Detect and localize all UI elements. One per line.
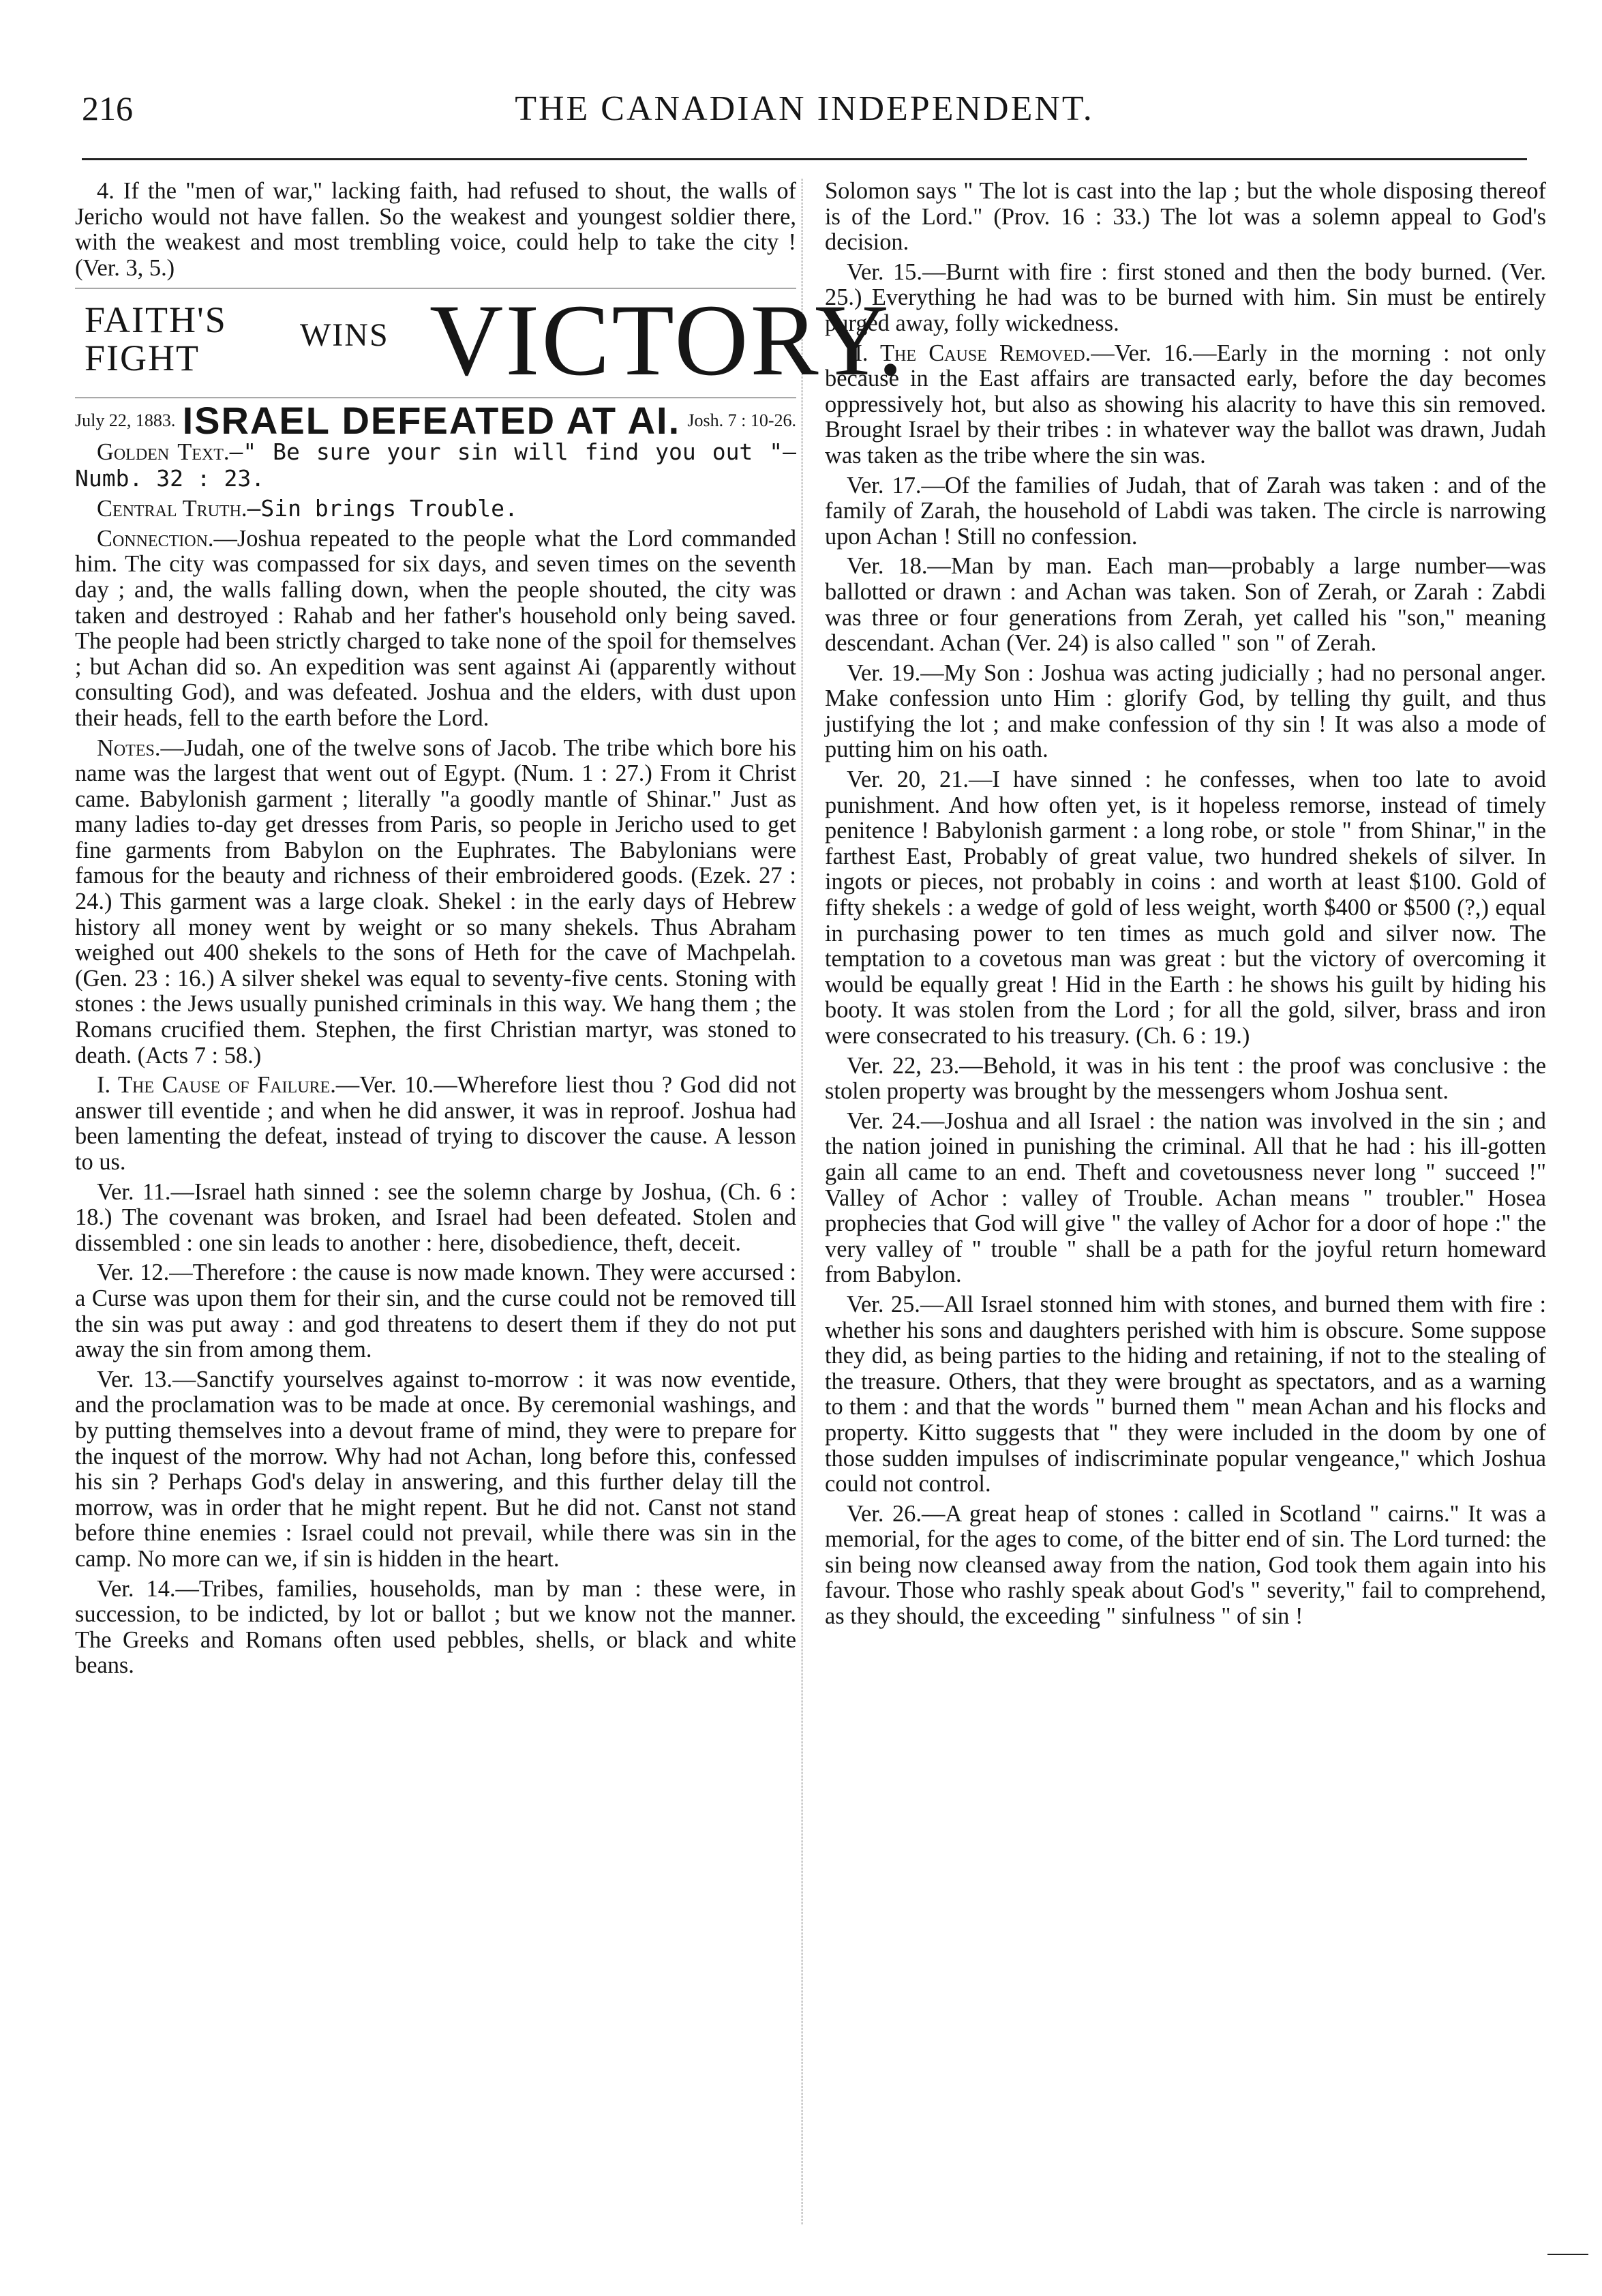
connection-label: Connection. xyxy=(97,525,214,552)
banner-victory: VICTORY. xyxy=(429,284,905,398)
notes-paragraph xyxy=(75,736,796,1069)
verse-22-23: Ver. 22, 23.—Behold, it was in his tent : the proof was conclusive : the stolen property was brought by the messengers whom Joshua sent. xyxy=(825,1052,1546,1105)
golden-text-body: —" Be sure your sin will find you out "—Numb. 32 : 23. xyxy=(75,438,796,492)
cause-removed-label: II. The Cause Removed. xyxy=(847,340,1091,366)
banner-fight: FIGHT xyxy=(85,338,200,379)
lesson-title: ISRAEL DEFEATED AT AI. xyxy=(182,399,681,443)
verse-17: Ver. 17.—Of the families of Judah, that of Zarah was taken : and of the family of Zarah, the household of Labdi was taken. The circle is narrowing upon Achan ! Still no confession. xyxy=(825,472,1546,550)
running-title: THE CANADIAN INDEPENDENT. xyxy=(515,89,1094,128)
verse-12: Ver. 12.—Therefore : the cause is now made known. They were accursed : a Curse was upon them for their sin, and the curse could not be removed till the sin was put away : and god threatens to desert them if they do not put away the sin from among them. xyxy=(75,1259,796,1363)
banner-faiths: FAITH'S xyxy=(85,299,227,341)
verse-24: Ver. 24.—Joshua and all Israel : the nation was involved in the sin ; and the nation joined in punishing the criminal. All that he had : his ill-gotten gain all came to an end. Theft and covetousness never long " succeed !" Valley of Achor : valley of Trouble. Achan means " troubler." Hosea prophecies that God will give " the valley of Achor for a door of hope :" the very valley of " trouble " shall be a path for the joyful return homeward from Babylon. xyxy=(825,1107,1546,1288)
notes-label: Notes. xyxy=(97,734,161,761)
verse-11: Ver. 11.—Israel hath sinned : see the solemn charge by Joshua, (Ch. 6 : 18.) The covenant was broken, and Israel had been defeated. Stolen and dissembled : one sin leads to another : here, disobedience, theft, deceit. xyxy=(75,1178,796,1256)
lesson-date: July 22, 1883. xyxy=(75,411,176,431)
left-column xyxy=(75,178,905,1683)
connection-body: —Joshua repeated to the people what the Lord commanded him. The city was compassed for six days, and seven times on the seventh day ; and, the walls falling down, when the people shouted, the city was taken and destroyed : Rahab and her father's household only being saved. The people had been strictly charged to take none of the spoil for themselves ; but Achan did so. An expedition was sent against Ai (apparently without consulting God), and was defeated. Joshua and the elders, with dust upon their heads, fell to the earth before the Lord. xyxy=(75,525,796,731)
banner-wins: WINS xyxy=(300,317,389,354)
verse-15: Ver. 15.—Burnt with fire : first stoned and then the body burned. (Ver. 25.) Everything he had was to be burned with him. Sin must be entirely purged away, folly wickedness. xyxy=(825,258,1546,336)
page-header xyxy=(82,89,1527,143)
verse-26: Ver. 26.—A great heap of stones : called in Scotland " cairns." It was a memorial, for the ages to come, of the bitter end of sin. The Lord turned: the sin being now cleansed away from the nation, God took them again into his favour. Those who rashly speak about God's " severity," fail to comprehend, as they should, the exceeding " sinfulness " of sin ! xyxy=(825,1500,1546,1630)
cause-label: I. The Cause of Failure. xyxy=(97,1072,336,1099)
cause-removed-body: —Ver. 16.—Early in the morning : not only because in the East affairs are transacted early, before the day becomes oppressively hot, but also as showing his alacrity to have this sin removed. Brought Israel by their tribes : in whatever way the ballot was drawn, Judah was taken as the tribe where the sin was. xyxy=(825,340,1546,468)
verse-14: Ver. 14.—Tribes, families, households, man by man : these were, in succession, to be indicted, by lot or ballot ; but we know not the manner. The Greeks and Romans often used pebbles, shells, or black and white beans. xyxy=(75,1575,796,1679)
connection-paragraph xyxy=(75,526,796,732)
verse-13: Ver. 13.—Sanctify yourselves against to-morrow : it was now eventide, and the proclamation was to be made at once. By ceremonial washings, and by putting themselves into a devout frame of mind, they were to prepare for the inquest of the morrow. Why had not Achan, long before this, confessed his sin ? Perhaps God's delay in answering, and this further delay till the morrow, was in order that he might repent. But he did not. Canst not stand before thine enemies : Israel could not prevail, while there was sin in the camp. No more can we, if sin is hidden in the heart. xyxy=(75,1366,796,1572)
golden-text xyxy=(75,439,796,492)
verse-20-21: Ver. 20, 21.—I have sinned : he confesses, when too late to avoid punishment. And how often yet, is it hopeless remorse, instead of timely penitence ! Babylonish garment : a long robe, or stole " from Shinar," in the farthest East, Probably of great value, two hundred shekels of silver. In ingots or pieces, not probably in coins : and worth at least $100. Gold of fifty shekels : a wedge of gold of less weight, worth $400 or $500 (?,) equal in purchasing power to ten times as much gold and silver now. The temptation to a covetous man was great : but the victory of overcoming it would be equally great ! Hid in the Earth : he shows his guilt by hiding his booty. It was stolen from the Lord ; for all the gold, silver, brass and iron were consecrated to his treasury. (Ch. 6 : 19.) xyxy=(825,766,1546,1049)
verse-18: Ver. 18.—Man by man. Each man—probably a large number—was ballotted or drawn : and Achan was taken. Son of Zerah, or Zarah : Zabdi was three or four generations from Zerah, yet called his "son," meaning descendant. Achan (Ver. 24) is also called " son " of Zerah. xyxy=(825,553,1546,657)
cause-removed xyxy=(825,341,1546,469)
banner-small-text xyxy=(85,301,227,377)
verse-19: Ver. 19.—My Son : Joshua was acting judicially ; had no personal anger. Make confession unto Him : glorify God, by telling thy guilt, and thus justifying the lot ; and make confession of thy sin ! It was also a mode of putting him on his oath. xyxy=(825,659,1546,763)
page-number: 216 xyxy=(82,89,133,128)
notes-body: —Judah, one of the twelve sons of Jacob. The tribe which bore his name was the largest that went out of Egypt. (Num. 1 : 27.) From it Christ came. Babylonish garment ; literally "a goodly mantle of Shinar." Just as many ladies to-day get dresses from Paris, so people in Jericho used to get fine garments from Babylon on the Euphrates. The Babylonians were famous for the beauty and richness of their embroidered goods. (Ezek. 27 : 24.) This garment was a large cloak. Shekel : in the early days of Hebrew history all money went by weight or so many shekels. Thus Abraham weighed out 400 shekels to the sons of Heth for the cave of Machpelah. (Gen. 23 : 16.) A silver shekel was equal to seventy-five cents. Stoning with stones : the Jews usually punished criminals in this way. We hang them ; the Romans crucified them. Stephen, the first Christian martyr, was stoned to death. (Acts 7 : 58.) xyxy=(75,734,796,1069)
lesson-reference: Josh. 7 : 10-26. xyxy=(687,411,796,431)
header-rule xyxy=(82,158,1527,160)
intro-paragraph: 4. If the "men of war," lacking faith, had refused to shout, the walls of Jericho would not have fallen. So the weakest and youngest soldier there, with the weakest and most trembling voice, could help to take the city ! (Ver. 3, 5.) xyxy=(75,178,796,281)
footer-rule xyxy=(1547,2254,1588,2255)
verse-25: Ver. 25.—All Israel stonned him with stones, and burned them with fire : whether his sons and daughters perished with him is obscure. Some suppose they did, as being parties to the hiding and retaining, if not to the stealing of the treasure. Others, that they were brought as spectators, and as a warning to them : and that the words " burned them " mean Achan and his flocks and property. Kitto suggests that " they were included in the doom by one of those sudden impulses of indiscriminate popular vengeance," which Joshua could not control. xyxy=(825,1291,1546,1497)
central-truth-label: Central Truth. xyxy=(97,496,247,522)
right-column xyxy=(825,179,1546,1634)
cause-body: —Ver. 10.—Wherefore liest thou ? God did not answer till eventide ; and when he did answer, it was in reproof. Joshua had been lamenting the defeat, instead of trying to discover the cause. A lesson to us. xyxy=(75,1072,796,1175)
central-truth xyxy=(75,496,796,522)
cause-of-failure xyxy=(75,1073,796,1175)
continued-paragraph: Solomon says " The lot is cast into the lap ; but the whole disposing thereof is of the Lord." (Prov. 16 : 33.) The lot was a solemn appeal to God's decision. xyxy=(825,178,1546,256)
golden-text-label: Golden Text. xyxy=(97,438,230,465)
lesson-heading xyxy=(75,399,796,443)
lesson-banner xyxy=(75,284,905,398)
central-truth-body: —Sin brings Trouble. xyxy=(247,495,518,522)
